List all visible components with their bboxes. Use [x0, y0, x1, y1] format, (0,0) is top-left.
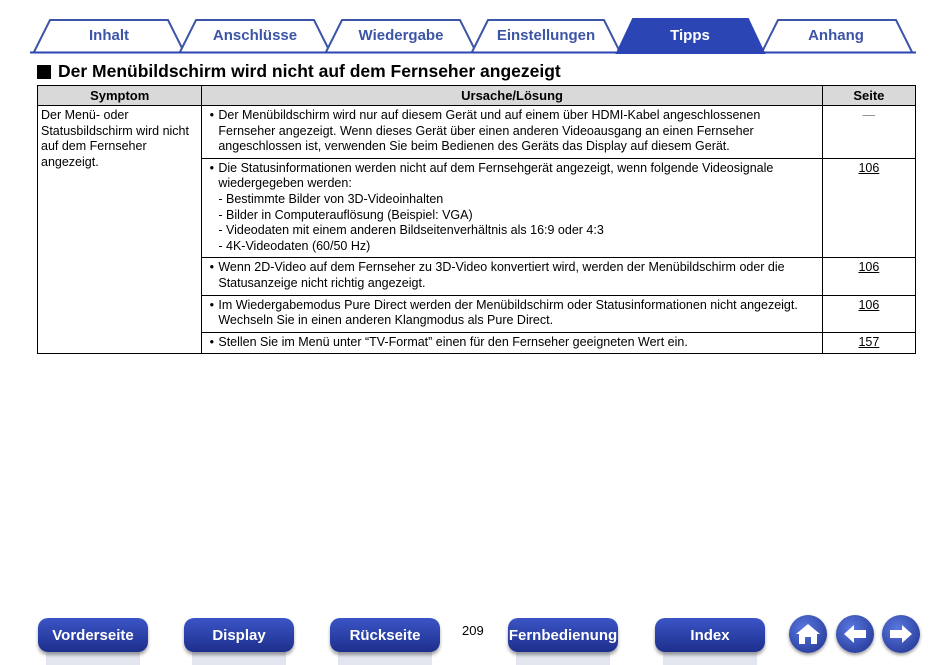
button-shadow	[516, 652, 610, 665]
header-symptom: Symptom	[38, 86, 202, 106]
home-icon	[795, 622, 821, 646]
page-cell	[822, 158, 915, 258]
cause-text: Wenn 2D-Video auf dem Fernseher zu 3D-Video konvertiert wird, werden der Menübildschirm oder die Statusanzeige nicht richtig angezeigt.	[218, 260, 785, 290]
sub-item: - Videodaten mit einem anderen Bildseitenverhältnis als 16:9 oder 4:3	[218, 223, 604, 238]
tab-wiedergabe[interactable]: Wiedergabe	[358, 27, 444, 44]
cause-cell	[202, 106, 822, 159]
bullet-icon: •	[209, 297, 215, 312]
sub-item: - Bestimmte Bilder von 3D-Videoinhalten	[218, 191, 444, 206]
index-button[interactable]	[655, 618, 765, 652]
page-cell	[822, 332, 915, 354]
button-shadow	[663, 652, 757, 665]
fernbedienung-label: Fernbedienung	[508, 626, 618, 644]
page-link[interactable]: 106	[858, 160, 880, 175]
display-label: Display	[212, 626, 266, 644]
cause-text: Stellen Sie im Menü unter “TV-Format” einen für den Fernseher geeigneten Wert ein.	[218, 334, 688, 349]
button-shadow	[338, 652, 432, 665]
cause-text: Im Wiedergabemodus Pure Direct werden der Menübildschirm oder Statusinformationen nicht angezeigt. Wechseln Sie in einen anderen Klangmodus als Pure Direct.	[218, 297, 798, 328]
forward-button[interactable]	[882, 615, 920, 653]
page-cell	[822, 295, 915, 332]
rueckseite-button[interactable]	[330, 618, 440, 652]
page-cell	[822, 106, 915, 159]
cause-text: Die Statusinformationen werden nicht auf dem Fernsehgerät angezeigt, wenn folgende Videosignale wiedergegeben werden:	[218, 160, 774, 191]
table-header-row	[38, 86, 916, 106]
display-button[interactable]	[184, 618, 294, 652]
symptom-cell: Der Menü- oder Statusbildschirm wird nicht auf dem Fernseher angezeigt.	[38, 106, 202, 354]
home-button[interactable]	[789, 615, 827, 653]
page-link[interactable]: 157	[858, 334, 880, 349]
square-bullet-icon	[37, 65, 51, 79]
bullet-icon: •	[209, 334, 215, 349]
tab-einstellungen[interactable]: Einstellungen	[496, 27, 596, 44]
cause-text: Der Menübildschirm wird nur auf diesem Gerät und auf einem über HDMI-Kabel angeschlossenen Fernseher angezeigt. Wenn dieses Gerät über einen anderen Videoausgang an einen Fernseher angeschlossen ist, verwenden Sie beim Bedienen des Geräts das Display auf diesem Gerät.	[218, 108, 761, 154]
cause-cell	[202, 258, 822, 295]
header-cause: Ursache/Lösung	[202, 86, 822, 106]
page-link[interactable]: 106	[858, 260, 880, 275]
section-heading-text: Der Menübildschirm wird nicht auf dem Fernseher angezeigt	[58, 61, 561, 81]
back-button[interactable]	[836, 615, 874, 653]
cause-cell	[202, 295, 822, 332]
sub-item: - 4K-Videodaten (60/50 Hz)	[218, 238, 371, 253]
vorderseite-label: Vorderseite	[52, 626, 134, 644]
tab-anhang[interactable]: Anhang	[808, 27, 864, 44]
tab-tipps[interactable]: Tipps	[670, 27, 710, 44]
table-row	[38, 106, 916, 159]
page-cell	[822, 258, 915, 295]
rueckseite-label: Rückseite	[349, 626, 421, 644]
cause-cell	[202, 158, 822, 258]
fernbedienung-button[interactable]	[508, 618, 618, 652]
page-dash: —	[862, 108, 876, 122]
button-shadow	[46, 652, 140, 665]
sub-item: - Bilder in Computerauflösung (Beispiel: VGA)	[218, 207, 473, 222]
tab-bar	[0, 0, 950, 56]
tab-inhalt[interactable]: Inhalt	[89, 27, 129, 44]
vorderseite-button[interactable]	[38, 618, 148, 652]
header-page: Seite	[822, 86, 915, 106]
page-link[interactable]: 106	[858, 297, 880, 312]
tab-anschluesse[interactable]: Anschlüsse	[212, 27, 298, 44]
page-number: 209	[462, 623, 484, 638]
cause-cell	[202, 332, 822, 354]
bullet-icon: •	[209, 260, 215, 275]
section-heading	[37, 61, 561, 82]
index-label: Index	[690, 626, 730, 644]
bullet-icon: •	[209, 108, 215, 122]
troubleshooting-table	[37, 85, 916, 354]
arrow-left-icon	[842, 623, 868, 645]
arrow-right-icon	[888, 623, 914, 645]
bullet-icon: •	[209, 160, 215, 175]
button-shadow	[192, 652, 286, 665]
